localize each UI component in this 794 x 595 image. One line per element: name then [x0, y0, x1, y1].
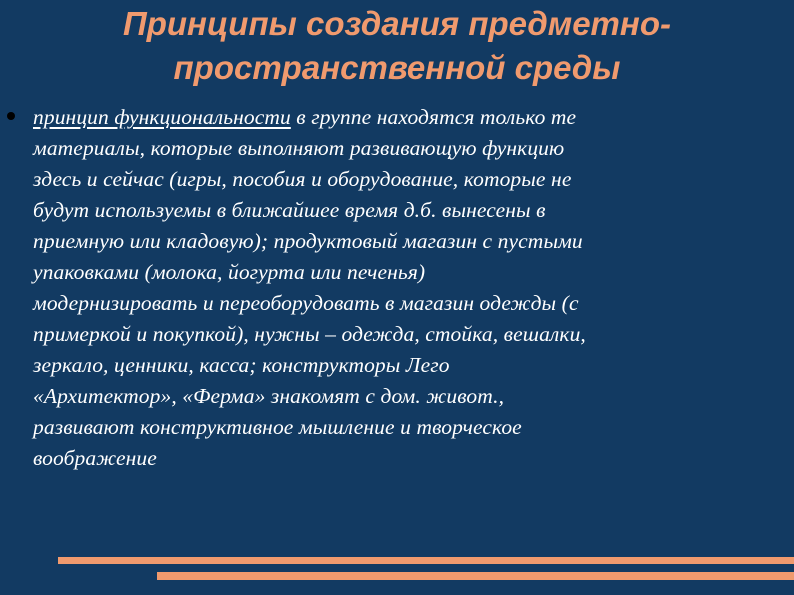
- bullet-line-11: развивают конструктивное мышление и творческое: [33, 415, 522, 439]
- slide-title-line-2: пространственной среды: [173, 49, 621, 86]
- principle-term: принцип функциональности: [33, 105, 291, 129]
- decorative-bar-bottom: [157, 572, 794, 580]
- bullet-line-5: приемную или кладовую); продуктовый магазин с пустыми: [33, 229, 583, 253]
- slide-title: [40, 2, 754, 90]
- bullet-line-9: зеркало, ценники, касса; конструкторы Лего: [33, 353, 450, 377]
- bullet-line-12: воображение: [33, 446, 157, 470]
- bullet-line-10: «Архитектор», «Ферма» знакомят с дом. живот.,: [33, 384, 505, 408]
- bullet-line-2: материалы, которые выполняют развивающую функцию: [33, 136, 565, 160]
- bullet-text: [33, 102, 788, 474]
- slide-title-line-1: Принципы создания предметно-: [123, 5, 671, 42]
- bullet-line-4: будут используемы в ближайшее время д.б. вынесены в: [33, 198, 546, 222]
- bullet-line-7: модернизировать и переоборудовать в магазин одежды (с: [33, 291, 579, 315]
- bullet-line-1: [33, 102, 788, 133]
- bullet-dot-icon: [7, 112, 15, 120]
- bullet-line-6: упаковками (молока, йогурта или печенья): [33, 260, 426, 284]
- bullet-line-1-rest: в группе находятся только те: [290, 105, 577, 129]
- decorative-bar-top: [58, 557, 794, 564]
- bullet-line-3: здесь и сейчас (игры, пособия и оборудование, которые не: [33, 167, 572, 191]
- bullet-line-8: примеркой и покупкой), нужны – одежда, стойка, вешалки,: [33, 322, 586, 346]
